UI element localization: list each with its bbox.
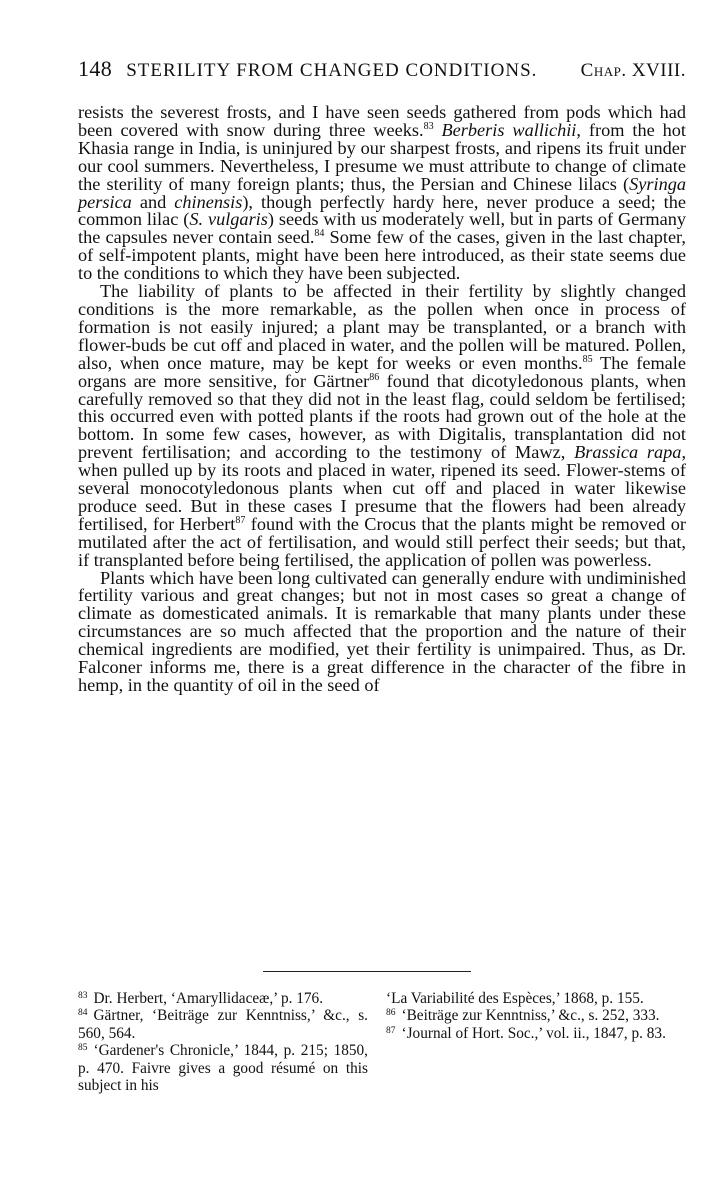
text-run: ), though perfectly hardy here, never produce a seed; the common lilac ( (78, 191, 686, 230)
page-number: 148 (78, 56, 113, 81)
footnotes (78, 990, 686, 1094)
footnote-83 (78, 990, 368, 1007)
footnotes-right-column (386, 990, 686, 1094)
footnote-85 (78, 1042, 368, 1094)
running-head (78, 56, 686, 82)
text-run: and (131, 191, 175, 212)
footnote-ref-86: 86 (369, 371, 380, 383)
paragraph-3: Plants which have been long cultivated can generally endure with undiminished fertility various and great changes; but not in most cases so great a change of climate as domesticated animals. It is remarkable that many plants under these circumstances are so much affected that the proportion and the nature of their chemical ingredients are modified, yet their fertility is unimpaired. Thus, as Dr. Falconer informs me, there is a great difference in the character of the fibre in hemp, in the quantity of oil in the seed of (78, 567, 686, 695)
footnote-ref-83: 83 (423, 120, 434, 132)
footnote-ref-84: 84 (314, 228, 325, 240)
footnote-number: 87 (386, 1025, 396, 1036)
text-run: , from the hot Khasia range in India, is uninjured by our sharpest frosts, and ripens its fruit under our cool summers. Nevertheless, I presume we must attribute to change of climate the sterility of many foreign plants; thus, the Persian and Chinese lilacs ( (78, 119, 686, 194)
footnote-number: 83 (78, 991, 88, 1001)
italic-term: Berberis wallichii (441, 119, 577, 140)
italic-term: chinensis (174, 191, 243, 212)
footnote-text: Gärtner, ‘Beiträge zur Kenntniss,’ &c., s. 560, 564. (78, 1007, 368, 1042)
text-run: found with the Crocus that the plants might be removed or mutilated after the act of fertilisation, and would still perfect their seeds; but that, if transplanted before being fertilised, the application of pollen was powerless. (78, 513, 686, 570)
footnote-number: 86 (386, 1008, 396, 1019)
text-run: found that dicotyledonous plants, when carefully removed so that they did not in the least flag, could seldom be fertilised; this occurred even with potted plants if the roots had grown out of the hole at the bottom. In some few cases, however, as with Digitalis, transplantation did not prevent fertilisation; and according to the testimony of Mawz, (78, 370, 686, 463)
footnote-86 (386, 1007, 686, 1024)
chapter-label: Chap. XVIII. (580, 60, 686, 81)
footnote-text: ‘Journal of Hort. Soc.,’ vol. ii., 1847, p. 83. (401, 1024, 666, 1042)
footnote-number: 84 (78, 1008, 88, 1019)
footnote-ref-87: 87 (235, 514, 246, 526)
footnote-number: 85 (78, 1043, 88, 1054)
text-run: The liability of plants to be affected in their fertility by slightly changed conditions is the more remarkable, as the pollen when once in process of formation is not easily injured; a plant may be transplanted, or a branch with flower-buds be cut off and placed in water, and the pollen will be matured. Pollen, also, when once mature, may be kept for weeks or even months. (78, 281, 686, 373)
footnote-85-continued (386, 990, 686, 1007)
footnote-ref-85: 85 (582, 353, 593, 365)
paragraph-1 (78, 104, 686, 283)
footnote-87 (386, 1025, 686, 1042)
book-page (78, 56, 686, 695)
footnote-text: Dr. Herbert, ‘Amaryllidaceæ,’ p. 176. (93, 990, 324, 1007)
paragraph-2 (78, 283, 686, 570)
text-run: resists the severest frosts, and I have seen seeds gathered from pods which had been covered with snow during three weeks. (78, 102, 686, 140)
italic-term: Brassica rapa (574, 442, 682, 463)
text-run: The female organs are more sensitive, for Gärtner (78, 352, 686, 391)
body-text (78, 104, 686, 695)
footnotes-left-column (78, 990, 368, 1094)
footnote-84 (78, 1007, 368, 1042)
footnote-text: ‘Beiträge zur Kenntniss,’ &c., s. 252, 333. (401, 1007, 660, 1025)
italic-term: Syringa persica (78, 173, 686, 212)
text-run: , when pulled up by its roots and placed in water, ripened its seed. Flower-stems of several monocotyledonous plants when cut off and placed in water likewise produce seed. But in these cases I presume that the flowers had been already fertilised, for Herbert (78, 442, 687, 534)
running-title: STERILITY FROM CHANGED CONDITIONS. (126, 60, 538, 81)
footnote-rule (263, 971, 471, 972)
text-run: Some few of the cases, given in the last chapter, of self-impotent plants, might have been here introduced, as their state seems due to the conditions to which they have been subjected. (78, 227, 686, 284)
footnote-text: ‘La Variabilité des Espèces,’ 1868, p. 155. (386, 990, 644, 1007)
italic-term: S. vulgaris (189, 209, 268, 230)
text-run: ) seeds with us moderately well, but in parts of Germany the capsules never contain seed. (78, 209, 686, 248)
footnote-text: ‘Gardener's Chronicle,’ 1844, p. 215; 1850, p. 470. Faivre gives a good résumé on this subject in his (78, 1042, 368, 1095)
